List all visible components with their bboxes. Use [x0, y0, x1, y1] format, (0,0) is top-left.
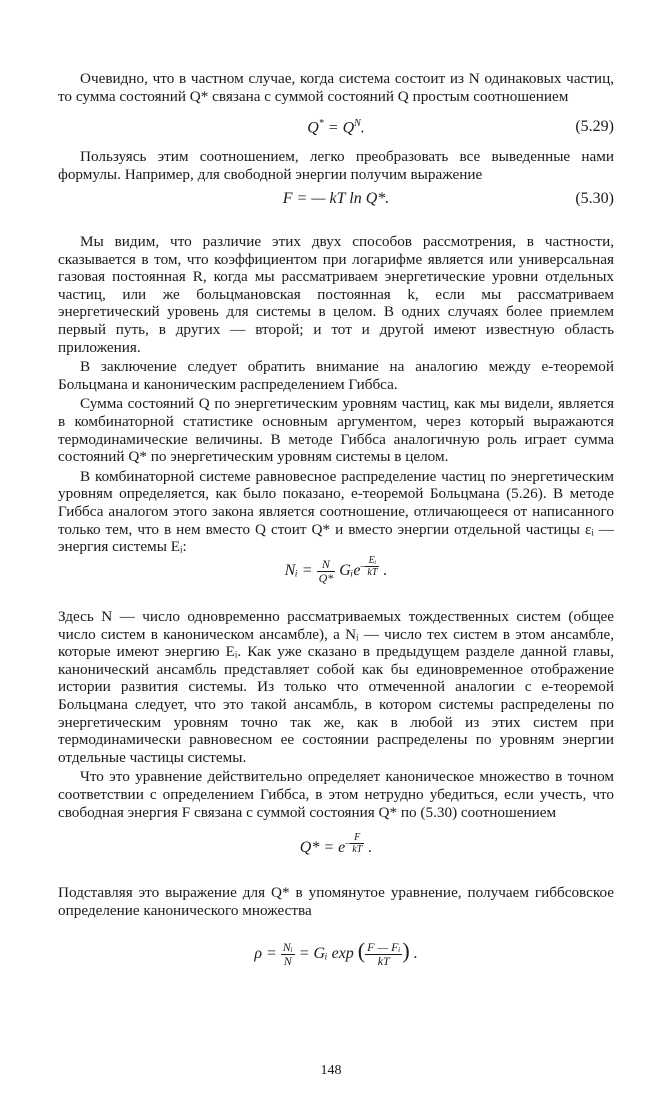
eq-canonical-den: Q* — [318, 570, 334, 585]
eq-gibbs-mid: = Gᵢ exp — [294, 945, 358, 962]
eq-5-29-star: * — [318, 118, 324, 129]
eq-gibbs-end: . — [409, 945, 418, 962]
eq-5-30-number: (5.30) — [575, 190, 614, 207]
paragraph-1-text: Очевидно, что в частном случае, когда система состоит из N одинаковых частиц, то сумма состояний Q* связана с суммой состояний Q простым соотношением — [58, 70, 614, 105]
eq-5-29-sup: N — [354, 118, 361, 129]
eq-canonical-exp-num: Eᵢ — [365, 555, 379, 567]
eq-5-29-rhs: = Q — [323, 119, 355, 137]
eq-gibbs-fraction-2 — [365, 941, 402, 968]
paragraph-8-text: Что это уравнение действительно определяет каноническое множество в точном соответствии с определением Гиббса, в этом нетрудно убедиться, если учесть, что свободная энергия F связана с суммой состояния Q* по (5.30) соотношением — [58, 768, 614, 821]
eq-canonical-end: . — [379, 562, 388, 580]
paragraph-3-text: Мы видим, что различие этих двух способов рассмотрения, в частности, сказывается в том, что коэффициентом при логарифме является или универсальная газовая постоянная R, когда мы рассматриваем энергетические уровни отдельных частиц, или же больцмановская постоянная k, если мы рассматриваем энергетический уровень для системы в целом. В одних случаях более приемлем первый путь, в других — второй; и тот и другой имеют известную область приложения. — [58, 233, 614, 356]
equation-canonical: Nᵢ = $\frac{N}{Q*}$ Gᵢe$^{- \frac{\text{Eᵢ}}{kT}}$ . — [284, 555, 388, 585]
eq-free-num: F — [350, 832, 364, 844]
eq-gibbs-f1-den: N — [283, 953, 292, 968]
paragraph-7-text: Здесь N — число одновременно рассматриваемых тождественных систем (общее число систем в каноническом ансамбле), а Nᵢ — число тех систем в этом ансамбле, которые имеют энергию Eᵢ. Как уже сказано в предыдущем разделе данной главы, канонический ансамбль представляет собой как бы единовременное отображение истории развития системы. Из только что отмеченной аналогии с e-теоремой Больцмана следует, что это такой ансамбль, в котором системы распределены по энергетическим уровням точно так же, как в любой из этих систем при термодинамически равновесном ее состоянии распределены по уровням энергии отдельные частицы системы. — [58, 608, 614, 766]
paragraph-5-text: Сумма состояний Q по энергетическим уровням частиц, как мы видели, является в комбинаторной статистике основным аргументом, через который выражаются термодинамические величины. В методе Гиббса аналогичную роль играет сумма состояний Q* по энергетическим уровням системы в целом. — [58, 395, 614, 466]
eq-canonical-num: N — [317, 558, 336, 572]
paragraph-4-text: В заключение следует обратить внимание на аналогию между e-теоремой Больцмана и каноническим распределением Гиббса. — [58, 358, 614, 393]
paragraphs-3-6 — [58, 233, 614, 556]
paragraph-9-text: Подставляя это выражение для Q* в упомянутое уравнение, получаем гиббсовское определение канонического множества — [58, 884, 614, 919]
paragraph-9 — [58, 884, 614, 919]
eq-free-end: . — [364, 839, 373, 857]
eq-free-den: kT — [352, 844, 363, 855]
paragraph-2-text: Пользуясь этим соотношением, легко преобразовать все выведенные нами формулы. Например, для свободной энергии получим выражение — [58, 148, 614, 183]
equation-5-30 — [58, 190, 614, 208]
eq-canonical-g: Gᵢe — [335, 562, 361, 580]
paragraphs-7-8 — [58, 608, 614, 821]
paragraph-6-text: В комбинаторной системе равновесное распределение частиц по энергетическим уровням определяется, как было показано, e-теоремой Больцмана (5.26). В методе Гиббса аналогом этого закона является соотношение, отличающееся от написанного только тем, что в нем вместо Q стоит Q* и вместо энергии отдельной частицы εᵢ — энергия системы Eᵢ: — [58, 467, 614, 556]
eq-5-29-lhs: Q — [307, 119, 319, 137]
equation-5-29 — [58, 118, 614, 137]
eq-free-lhs: Q* = e — [299, 839, 346, 857]
equation-free-energy: $Q* = e^{- \frac{F}{kT}}$ . — [299, 832, 373, 857]
paragraph-2 — [58, 148, 614, 183]
equation-gibbs: ρ = $\frac{\text{Nᵢ}}{N}$ = Gᵢ exp ( $\frac{\text{F — Fᵢ}}{kT}$ ) . — [254, 938, 418, 968]
eq-gibbs-f1-num: Nᵢ — [282, 939, 293, 954]
eq-5-30-body: F = — kT ln Q*. — [282, 190, 390, 207]
eq-canonical-lhs: Nᵢ = — [284, 562, 317, 580]
eq-free-exponent — [350, 832, 364, 855]
eq-gibbs-f2-den: kT — [377, 953, 390, 968]
page-number: 148 — [320, 1063, 342, 1078]
eq-gibbs-f2-num: F — Fᵢ — [367, 939, 401, 954]
eq-gibbs-fraction-1 — [281, 941, 295, 968]
eq-canonical-exp-den: kT — [367, 567, 378, 578]
eq-canonical-fraction — [317, 558, 336, 585]
eq-5-29-end: . — [360, 119, 365, 137]
eq-5-29-number: (5.29) — [575, 118, 614, 135]
paragraph-1 — [58, 70, 614, 105]
eq-canonical-exponent — [365, 555, 379, 578]
eq-gibbs-lhs: ρ = — [254, 945, 281, 962]
